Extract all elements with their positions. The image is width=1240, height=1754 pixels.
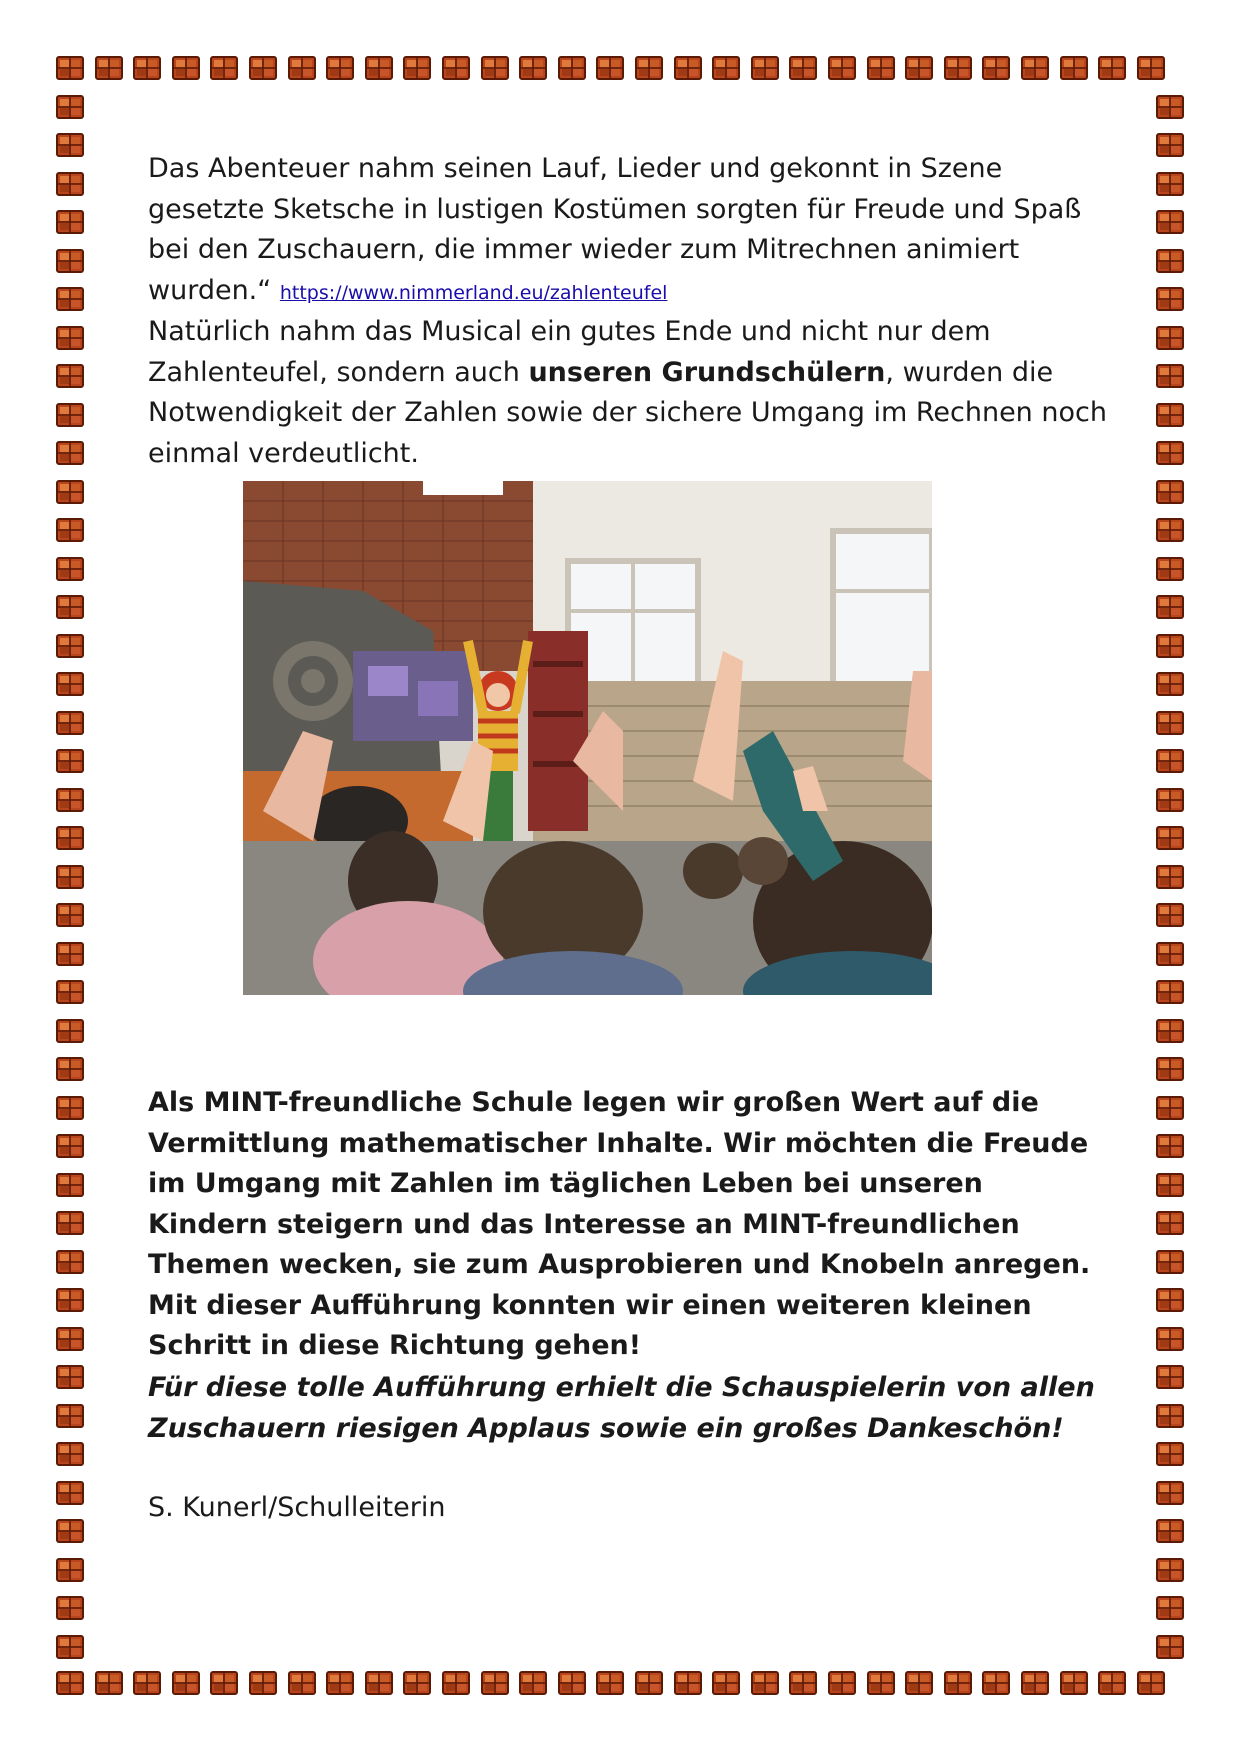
border-block [57,1482,83,1504]
border-block [211,1672,237,1694]
border-block [1157,288,1183,310]
border-block [57,288,83,310]
border-block [1157,1520,1183,1542]
border-block [945,1672,971,1694]
border-block [57,1097,83,1119]
border-block [1157,1328,1183,1350]
border-block [868,57,894,79]
border-block [1157,365,1183,387]
bold-grundschueler: unseren Grundschülern [528,356,886,388]
border-block [829,1672,855,1694]
border-block [57,1058,83,1080]
border-block [1157,1174,1183,1196]
border-block [57,519,83,541]
border-block [1061,57,1087,79]
border-block [1157,134,1183,156]
border-block [366,1672,392,1694]
paragraph-intro: Das Abenteuer nahm seinen Lauf, Lieder und gekonnt in Szene gesetzte Sketsche in lustigen Kostümen sorgten für Freude und Spaß bei den Zuschauern, die immer wieder zum Mitrechnen animiert wurden.“ https://www.nimmerland.eu/zahlenteufel [148,153,1082,306]
border-block [57,789,83,811]
border-block [636,57,662,79]
border-block [945,57,971,79]
border-block [57,1559,83,1581]
border-block [211,57,237,79]
border-block [829,57,855,79]
border-block [675,1672,701,1694]
border-block [57,673,83,695]
border-block [1157,866,1183,888]
border-block [1099,57,1125,79]
border-block [57,1597,83,1619]
border-block [366,57,392,79]
border-block [636,1672,662,1694]
border-block [57,250,83,272]
border-block [1157,519,1183,541]
border-block [57,904,83,926]
border-block [1157,1636,1183,1658]
border-block [713,57,739,79]
border-block [57,1636,83,1658]
border-block [57,134,83,156]
border-block [1157,1559,1183,1581]
border-block [57,1174,83,1196]
border-block [57,1135,83,1157]
border-block [57,558,83,580]
border-block [250,57,276,79]
border-block [675,57,701,79]
paragraph-thanks: Für diese tolle Aufführung erhielt die Schauspielerin von allen Zuschauern riesigen Applaus sowie ein großes Dankeschön! [148,1372,1095,1444]
border-block [482,1672,508,1694]
border-block [1157,750,1183,772]
border-block [1157,211,1183,233]
border-block [1157,1135,1183,1157]
border-block [173,57,199,79]
border-block [1157,1251,1183,1273]
border-block [713,1672,739,1694]
border-block [1157,1058,1183,1080]
border-block [57,1251,83,1273]
border-block [57,481,83,503]
border-block [1157,596,1183,618]
border-block [1157,1097,1183,1119]
border-block [1157,1482,1183,1504]
border-block [289,1672,315,1694]
border-block [868,1672,894,1694]
border-block [1157,673,1183,695]
border-block [57,404,83,426]
border-block [57,943,83,965]
paragraph-mint-school: Als MINT-freundliche Schule legen wir großen Wert auf die Vermittlung mathematischer Inhalte. Wir möchten die Freude im Umgang mit Zahlen im täglichen Leben bei unseren Kindern steigern und das Interesse an MINT-freundlichen Themen wecken, sie zum Ausprobieren und Knobeln anregen. Mit dieser Aufführung konnten wir einen weiteren kleinen Schritt in diese Richtung gehen! [148,1087,1091,1361]
border-block [57,327,83,349]
border-block [1157,1443,1183,1465]
border-block [520,57,546,79]
border-block [57,981,83,1003]
border-block [57,1443,83,1465]
border-block [443,57,469,79]
border-block [57,866,83,888]
border-block [404,1672,430,1694]
border-block [1138,57,1164,79]
border-block [57,635,83,657]
border-block [57,365,83,387]
border-block [1157,481,1183,503]
border-block [57,1366,83,1388]
border-block [57,1520,83,1542]
border-block [327,1672,353,1694]
border-block [1157,827,1183,849]
border-block [559,57,585,79]
border-block [559,1672,585,1694]
paragraph-ending: Natürlich nahm das Musical ein gutes Ende und nicht nur dem Zahlenteufel, sondern auch unseren Grundschülern, wurden die Notwendigkeit der Zahlen sowie der sichere Umgang im Rechnen noch einmal verdeutlicht. [148,316,1107,469]
border-block [1157,1289,1183,1311]
border-block [1022,57,1048,79]
border-block [790,1672,816,1694]
border-block [1157,327,1183,349]
border-block [906,57,932,79]
border-block [752,1672,778,1694]
border-block [1157,981,1183,1003]
border-block [57,1328,83,1350]
border-block [1157,904,1183,926]
border-block [57,211,83,233]
signature: S. Kunerl/Schulleiterin [148,1492,446,1523]
border-block [1157,558,1183,580]
border-block [1157,712,1183,734]
border-block [597,1672,623,1694]
border-block [96,57,122,79]
border-block [1157,442,1183,464]
border-block [57,1672,83,1694]
border-block [520,1672,546,1694]
border-block [57,750,83,772]
border-block [57,1289,83,1311]
border-block [404,57,430,79]
border-block [57,1405,83,1427]
border-block [482,57,508,79]
border-block [57,596,83,618]
nimmerland-link[interactable]: https://www.nimmerland.eu/zahlenteufel [279,281,668,304]
border-block [1138,1672,1164,1694]
border-block [134,1672,160,1694]
border-block [96,1672,122,1694]
border-block [57,442,83,464]
border-block [173,1672,199,1694]
musical-performance-photo [243,481,932,995]
border-block [1157,635,1183,657]
border-block [597,57,623,79]
border-block [134,57,160,79]
border-block [1157,173,1183,195]
border-block [983,57,1009,79]
border-block [57,712,83,734]
border-block [57,1020,83,1042]
border-block [1157,404,1183,426]
border-block [1157,789,1183,811]
border-block [327,57,353,79]
border-block [57,173,83,195]
border-block [1157,250,1183,272]
border-block [1157,1020,1183,1042]
border-block [57,57,83,79]
border-block [57,1212,83,1234]
border-block [1157,1212,1183,1234]
border-block [1022,1672,1048,1694]
border-block [1157,943,1183,965]
border-block [983,1672,1009,1694]
border-block [250,1672,276,1694]
border-block [906,1672,932,1694]
border-block [1157,1597,1183,1619]
border-block [1099,1672,1125,1694]
border-block [752,57,778,79]
border-block [1157,96,1183,118]
border-block [57,827,83,849]
border-block [57,96,83,118]
border-block [289,57,315,79]
border-block [1157,1405,1183,1427]
border-block [443,1672,469,1694]
border-block [790,57,816,79]
border-block [1061,1672,1087,1694]
border-block [1157,1366,1183,1388]
